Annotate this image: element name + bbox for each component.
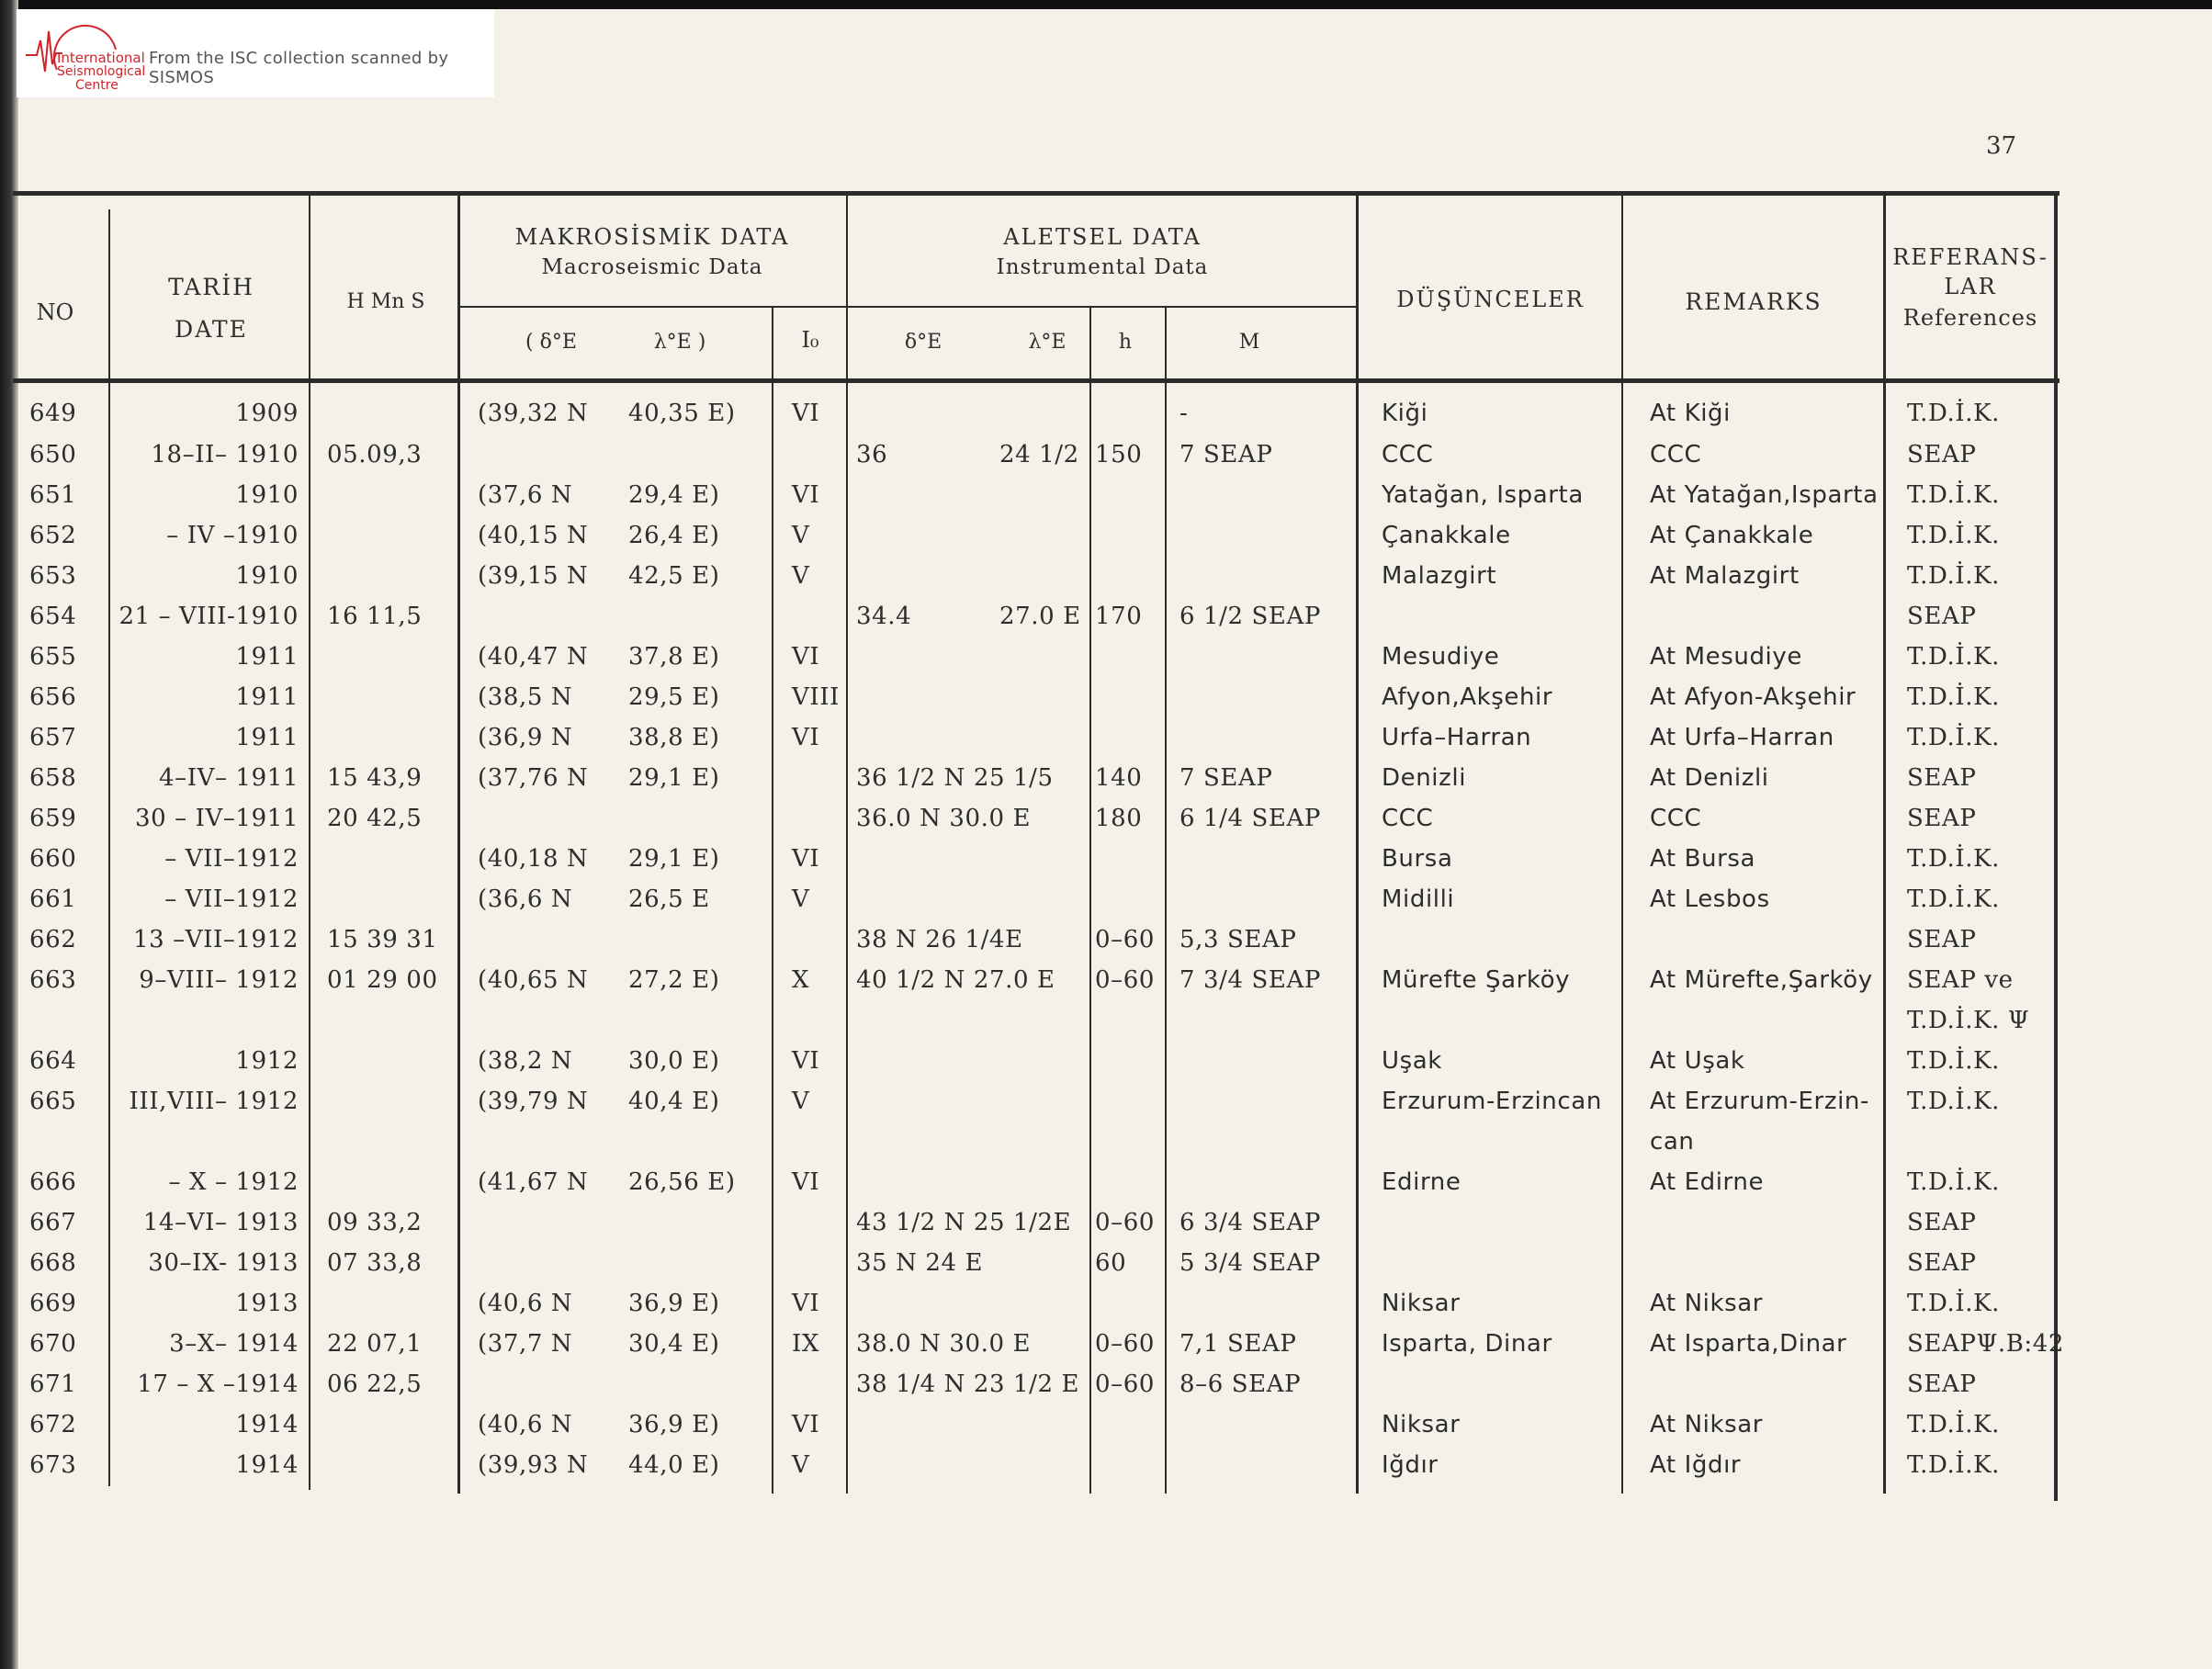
cell-dus: Erzurum-Erzincan xyxy=(1382,1088,1602,1115)
header-date-en: DATE xyxy=(175,316,248,343)
cell-time: 15 39 31 xyxy=(327,926,438,953)
cell-mlat: (40,6 N xyxy=(478,1411,573,1438)
cell-dus: CCC xyxy=(1382,441,1434,468)
cell-mlon: 26,5 E xyxy=(628,885,710,913)
cell-ilat: 35 N 24 E xyxy=(856,1249,984,1277)
cell-ref: T.D.İ.K. xyxy=(1907,643,2000,671)
header-comments: DÜŞÜNCELER xyxy=(1396,287,1585,312)
cell-time: 15 43,9 xyxy=(327,764,423,792)
cell-rem: At Malazgirt xyxy=(1650,562,1800,590)
cell-rem: At Lesbos xyxy=(1650,885,1770,913)
cell-time: 22 07,1 xyxy=(327,1330,423,1358)
cell-dus: Urfa–Harran xyxy=(1382,724,1532,751)
cell-rem: At Niksar xyxy=(1650,1411,1764,1438)
cell-date: 30–IX- 1913 xyxy=(148,1249,299,1277)
cell-no: 671 xyxy=(29,1370,77,1398)
cell-rem: At Uşak xyxy=(1650,1047,1745,1075)
cell-mlat: (38,5 N xyxy=(478,683,573,711)
cell-mlon: 27,2 E) xyxy=(628,966,720,994)
cell-no: 661 xyxy=(29,885,77,913)
cell-date: 4–IV– 1911 xyxy=(158,764,299,792)
cell-no: 665 xyxy=(29,1088,77,1115)
cell-date: 30 – IV–1911 xyxy=(134,805,299,832)
cell-io: VI xyxy=(792,1168,820,1196)
cell-io: VI xyxy=(792,400,820,427)
cell-rem: At Afyon-Akşehir xyxy=(1650,683,1856,711)
header-inst-tr: ALETSEL DATA xyxy=(1003,224,1202,250)
cell-rem-continued: can xyxy=(1650,1128,1695,1156)
header-inst-lat: δ°E xyxy=(904,331,942,354)
cell-no: 673 xyxy=(29,1451,77,1479)
cell-ref: T.D.İ.K. xyxy=(1907,1290,2000,1317)
cell-dus: Isparta, Dinar xyxy=(1382,1330,1552,1358)
header-macro-en: Macroseismic Data xyxy=(541,255,763,279)
header-remarks: REMARKS xyxy=(1685,288,1823,315)
cell-h: 0–60 xyxy=(1095,1370,1156,1398)
cell-ref: T.D.İ.K. xyxy=(1907,885,2000,913)
cell-date: 3–X– 1914 xyxy=(169,1330,299,1358)
cell-no: 666 xyxy=(29,1168,77,1196)
cell-mlat: (40,6 N xyxy=(478,1290,573,1317)
cell-mlat: (36,6 N xyxy=(478,885,573,913)
cell-ref: SEAP xyxy=(1907,1209,1977,1236)
cell-rem: At Bursa xyxy=(1650,845,1756,873)
cell-date: 9–VIII– 1912 xyxy=(139,966,299,994)
cell-io: VI xyxy=(792,481,820,509)
cell-dus: Niksar xyxy=(1382,1411,1461,1438)
cell-mlon: 40,35 E) xyxy=(628,400,736,427)
cell-rem: At Iğdır xyxy=(1650,1451,1742,1479)
cell-mlon: 30,4 E) xyxy=(628,1330,720,1358)
cell-mlon: 37,8 E) xyxy=(628,643,720,671)
cell-no: 657 xyxy=(29,724,77,751)
cell-rem: At Niksar xyxy=(1650,1290,1764,1317)
cell-ref: T.D.İ.K. xyxy=(1907,1088,2000,1115)
cell-date: 1911 xyxy=(235,724,299,751)
cell-no: 655 xyxy=(29,643,77,671)
cell-io: VI xyxy=(792,1411,820,1438)
cell-dus: Uşak xyxy=(1382,1047,1442,1075)
cell-mlon: 29,1 E) xyxy=(628,764,720,792)
logo-line-3: Centre xyxy=(75,78,118,93)
cell-no: 660 xyxy=(29,845,77,873)
cell-ilat: 34.4 xyxy=(856,603,912,630)
cell-rem: At Urfa–Harran xyxy=(1650,724,1834,751)
header-refs-tr-1: REFERANS- xyxy=(1892,244,2048,270)
cell-time: 16 11,5 xyxy=(327,603,423,630)
logo-line-2: Seismological xyxy=(57,64,146,79)
cell-ref: SEAP xyxy=(1907,603,1977,630)
cell-mlat: (39,15 N xyxy=(478,562,589,590)
cell-time: 01 29 00 xyxy=(327,966,438,994)
cell-mlat: (37,6 N xyxy=(478,481,573,509)
cell-date: – X – 1912 xyxy=(168,1168,299,1196)
cell-ref: T.D.İ.K. xyxy=(1907,1047,2000,1075)
cell-mlon: 26,56 E) xyxy=(628,1168,736,1196)
cell-mlat: (40,18 N xyxy=(478,845,589,873)
cell-rem: At Mesudiye xyxy=(1650,643,1802,671)
cell-no: 659 xyxy=(29,805,77,832)
cell-dus: Denizli xyxy=(1382,764,1467,792)
cell-mlat: (37,76 N xyxy=(478,764,589,792)
cell-io: VI xyxy=(792,724,820,751)
header-date-tr: TARİH xyxy=(168,274,254,300)
cell-mlon: 29,1 E) xyxy=(628,845,720,873)
cell-ilat: 38 N 26 1/4E xyxy=(856,926,1023,953)
cell-date: 1913 xyxy=(235,1290,299,1317)
cell-ref: T.D.İ.K. xyxy=(1907,1168,2000,1196)
header-inst-lon: λ°E xyxy=(1028,331,1066,354)
scan-credit: From the ISC collection scanned by SISMOS xyxy=(149,49,449,87)
cell-ref: SEAPΨ.B:42 xyxy=(1907,1330,2065,1358)
cell-m: 5,3 SEAP xyxy=(1179,926,1297,953)
cell-io: V xyxy=(792,1451,810,1479)
cell-no: 667 xyxy=(29,1209,77,1236)
cell-h: 140 xyxy=(1095,764,1143,792)
header-refs-en: References xyxy=(1902,305,2038,331)
header-bottom-rule xyxy=(13,378,2060,383)
col-rule-macro-lon xyxy=(772,307,773,1494)
cell-ref: SEAP xyxy=(1907,764,1977,792)
cell-date: 1912 xyxy=(235,1047,299,1075)
cell-no: 672 xyxy=(29,1411,77,1438)
col-rule-date xyxy=(309,193,310,1490)
cell-no: 652 xyxy=(29,522,77,549)
cell-no: 664 xyxy=(29,1047,77,1075)
cell-mlon: 36,9 E) xyxy=(628,1290,720,1317)
cell-date: 1909 xyxy=(235,400,299,427)
cell-mlat: (40,47 N xyxy=(478,643,589,671)
cell-h: 0–60 xyxy=(1095,966,1156,994)
cell-ilon: 27.0 E xyxy=(999,603,1081,630)
cell-rem: At Mürefte,Şarköy xyxy=(1650,966,1873,994)
cell-no: 669 xyxy=(29,1290,77,1317)
cell-ref: SEAP ve xyxy=(1907,966,2014,994)
cell-date: – IV –1910 xyxy=(166,522,299,549)
cell-date: III,VIII– 1912 xyxy=(129,1088,299,1115)
cell-io: VIII xyxy=(792,683,840,711)
cell-date: 17 – X –1914 xyxy=(137,1370,299,1398)
cell-time: 07 33,8 xyxy=(327,1249,423,1277)
cell-ref: T.D.İ.K. xyxy=(1907,522,2000,549)
cell-mlat: (39,32 N xyxy=(478,400,589,427)
cell-dus: Iğdır xyxy=(1382,1451,1439,1479)
cell-rem: At Edirne xyxy=(1650,1168,1765,1196)
cell-dus: Kiği xyxy=(1382,400,1428,427)
cell-date: 18–II– 1910 xyxy=(151,441,299,468)
cell-time: 09 33,2 xyxy=(327,1209,423,1236)
cell-rem: CCC xyxy=(1650,805,1702,832)
logo-line-1: International xyxy=(57,50,145,66)
cell-mlon: 26,4 E) xyxy=(628,522,720,549)
cell-date: – VII–1912 xyxy=(164,885,299,913)
cell-mlon: 36,9 E) xyxy=(628,1411,720,1438)
cell-m: - xyxy=(1179,400,1189,427)
cell-io: VI xyxy=(792,643,820,671)
cell-no: 649 xyxy=(29,400,77,427)
cell-no: 650 xyxy=(29,441,77,468)
cell-dus: CCC xyxy=(1382,805,1434,832)
cell-mlat: (37,7 N xyxy=(478,1330,573,1358)
cell-no: 662 xyxy=(29,926,77,953)
subheader-rule xyxy=(457,306,1358,308)
cell-ref: T.D.İ.K. xyxy=(1907,400,2000,427)
cell-dus: Çanakkale xyxy=(1382,522,1511,549)
page-number: 37 xyxy=(1986,132,2017,160)
cell-date: 13 –VII–1912 xyxy=(132,926,299,953)
cell-dus: Bursa xyxy=(1382,845,1453,873)
col-rule-remarks xyxy=(1883,193,1886,1494)
header-inst-en: Instrumental Data xyxy=(996,255,1209,279)
cell-ref: SEAP xyxy=(1907,441,1977,468)
cell-io: VI xyxy=(792,1290,820,1317)
cell-mlon: 38,8 E) xyxy=(628,724,720,751)
col-rule-comments xyxy=(1621,193,1623,1494)
cell-io: VI xyxy=(792,845,820,873)
cell-no: 653 xyxy=(29,562,77,590)
cell-ref: T.D.İ.K. xyxy=(1907,683,2000,711)
cell-ref: SEAP xyxy=(1907,926,1977,953)
cell-h: 0–60 xyxy=(1095,1330,1156,1358)
cell-ilat: 40 1/2 N 27.0 E xyxy=(856,966,1055,994)
cell-mlat: (38,2 N xyxy=(478,1047,573,1075)
cell-mlat: (40,15 N xyxy=(478,522,589,549)
cell-mlon: 40,4 E) xyxy=(628,1088,720,1115)
cell-ref: SEAP xyxy=(1907,1249,1977,1277)
cell-date: 14–VI– 1913 xyxy=(142,1209,299,1236)
cell-dus: Niksar xyxy=(1382,1290,1461,1317)
header-macro-tr: MAKROSİSMİK DATA xyxy=(514,224,790,250)
header-macro-io: I₀ xyxy=(801,327,819,353)
cell-mlat: (40,65 N xyxy=(478,966,589,994)
cell-dus: Yatağan, Isparta xyxy=(1382,481,1584,509)
col-rule-m xyxy=(1356,193,1359,1494)
cell-mlon: 29,4 E) xyxy=(628,481,720,509)
cell-mlat: (41,67 N xyxy=(478,1168,589,1196)
cell-io: X xyxy=(792,966,810,994)
cell-rem: At Erzurum-Erzin- xyxy=(1650,1088,1869,1115)
header-inst-m: M xyxy=(1238,331,1260,354)
cell-ref: SEAP xyxy=(1907,1370,1977,1398)
cell-no: 654 xyxy=(29,603,77,630)
table-top-rule xyxy=(13,191,2060,196)
cell-m: 6 3/4 SEAP xyxy=(1179,1209,1321,1236)
cell-h: 0–60 xyxy=(1095,926,1156,953)
cell-no: 651 xyxy=(29,481,77,509)
header-macro-lat: ( δ°E xyxy=(525,331,577,354)
cell-ilat: 43 1/2 N 25 1/2E xyxy=(856,1209,1072,1236)
cell-ref: T.D.İ.K. xyxy=(1907,1411,2000,1438)
cell-ilat: 36.0 N 30.0 E xyxy=(856,805,1032,832)
cell-ref: T.D.İ.K. xyxy=(1907,481,2000,509)
cell-time: 06 22,5 xyxy=(327,1370,423,1398)
cell-h: 150 xyxy=(1095,441,1143,468)
cell-h: 180 xyxy=(1095,805,1143,832)
cell-h: 0–60 xyxy=(1095,1209,1156,1236)
cell-ilon: 24 1/2 xyxy=(999,441,1079,468)
col-rule-h xyxy=(1165,307,1167,1494)
cell-date: 1914 xyxy=(235,1411,299,1438)
cell-time: 20 42,5 xyxy=(327,805,423,832)
cell-no: 670 xyxy=(29,1330,77,1358)
cell-dus: Mesudiye xyxy=(1382,643,1500,671)
cell-ref-continued: T.D.İ.K. Ψ xyxy=(1907,1007,2030,1034)
cell-rem: At Denizli xyxy=(1650,764,1769,792)
cell-dus: Midilli xyxy=(1382,885,1455,913)
cell-no: 668 xyxy=(29,1249,77,1277)
cell-m: 6 1/2 SEAP xyxy=(1179,603,1321,630)
cell-mlon: 29,5 E) xyxy=(628,683,720,711)
cell-dus: Edirne xyxy=(1382,1168,1462,1196)
header-refs-tr-2: LAR xyxy=(1944,274,1997,299)
col-rule-inst-lon xyxy=(1089,307,1091,1494)
cell-rem: At Çanakkale xyxy=(1650,522,1814,549)
col-rule-time xyxy=(457,193,460,1494)
header-no: NO xyxy=(36,299,74,325)
cell-m: 7,1 SEAP xyxy=(1179,1330,1297,1358)
cell-dus: Afyon,Akşehir xyxy=(1382,683,1553,711)
cell-mlon: 30,0 E) xyxy=(628,1047,720,1075)
cell-date: 1910 xyxy=(235,481,299,509)
cell-io: V xyxy=(792,562,810,590)
cell-dus: Malazgirt xyxy=(1382,562,1497,590)
cell-ref: T.D.İ.K. xyxy=(1907,562,2000,590)
header-macro-lon: λ°E ) xyxy=(653,331,706,354)
cell-m: 7 SEAP xyxy=(1179,441,1273,468)
cell-io: IX xyxy=(792,1330,819,1358)
cell-m: 8–6 SEAP xyxy=(1179,1370,1302,1398)
header-time: H Mn S xyxy=(346,290,425,313)
cell-date: 1910 xyxy=(235,562,299,590)
cell-mlat: (36,9 N xyxy=(478,724,573,751)
cell-rem: CCC xyxy=(1650,441,1702,468)
cell-rem: At Isparta,Dinar xyxy=(1650,1330,1847,1358)
cell-m: 7 3/4 SEAP xyxy=(1179,966,1321,994)
cell-ilat: 38 1/4 N 23 1/2 E xyxy=(856,1370,1080,1398)
cell-io: V xyxy=(792,522,810,549)
cell-ilat: 36 1/2 N 25 1/5 xyxy=(856,764,1054,792)
header-inst-h: h xyxy=(1118,331,1133,354)
cell-no: 658 xyxy=(29,764,77,792)
cell-ref: T.D.İ.K. xyxy=(1907,1451,2000,1479)
cell-h: 170 xyxy=(1095,603,1143,630)
cell-dus: Mürefte Şarköy xyxy=(1382,966,1571,994)
cell-io: V xyxy=(792,1088,810,1115)
cell-ilat: 36 xyxy=(856,441,888,468)
cell-date: 21 – VIII-1910 xyxy=(118,603,299,630)
cell-mlat: (39,79 N xyxy=(478,1088,589,1115)
cell-io: VI xyxy=(792,1047,820,1075)
cell-m: 7 SEAP xyxy=(1179,764,1273,792)
cell-date: 1914 xyxy=(235,1451,299,1479)
cell-ref: SEAP xyxy=(1907,805,1977,832)
cell-rem: At Kiği xyxy=(1650,400,1731,427)
cell-ref: T.D.İ.K. xyxy=(1907,724,2000,751)
cell-date: – VII–1912 xyxy=(164,845,299,873)
cell-h: 60 xyxy=(1095,1249,1127,1277)
cell-mlon: 44,0 E) xyxy=(628,1451,720,1479)
cell-rem: At Yatağan,Isparta xyxy=(1650,481,1879,509)
cell-mlon: 42,5 E) xyxy=(628,562,720,590)
cell-mlat: (39,93 N xyxy=(478,1451,589,1479)
cell-io: V xyxy=(792,885,810,913)
cell-no: 663 xyxy=(29,966,77,994)
cell-date: 1911 xyxy=(235,683,299,711)
cell-m: 5 3/4 SEAP xyxy=(1179,1249,1321,1277)
cell-no: 656 xyxy=(29,683,77,711)
cell-m: 6 1/4 SEAP xyxy=(1179,805,1321,832)
cell-time: 05.09,3 xyxy=(327,441,423,468)
cell-date: 1911 xyxy=(235,643,299,671)
cell-ref: T.D.İ.K. xyxy=(1907,845,2000,873)
cell-ilat: 38.0 N 30.0 E xyxy=(856,1330,1032,1358)
